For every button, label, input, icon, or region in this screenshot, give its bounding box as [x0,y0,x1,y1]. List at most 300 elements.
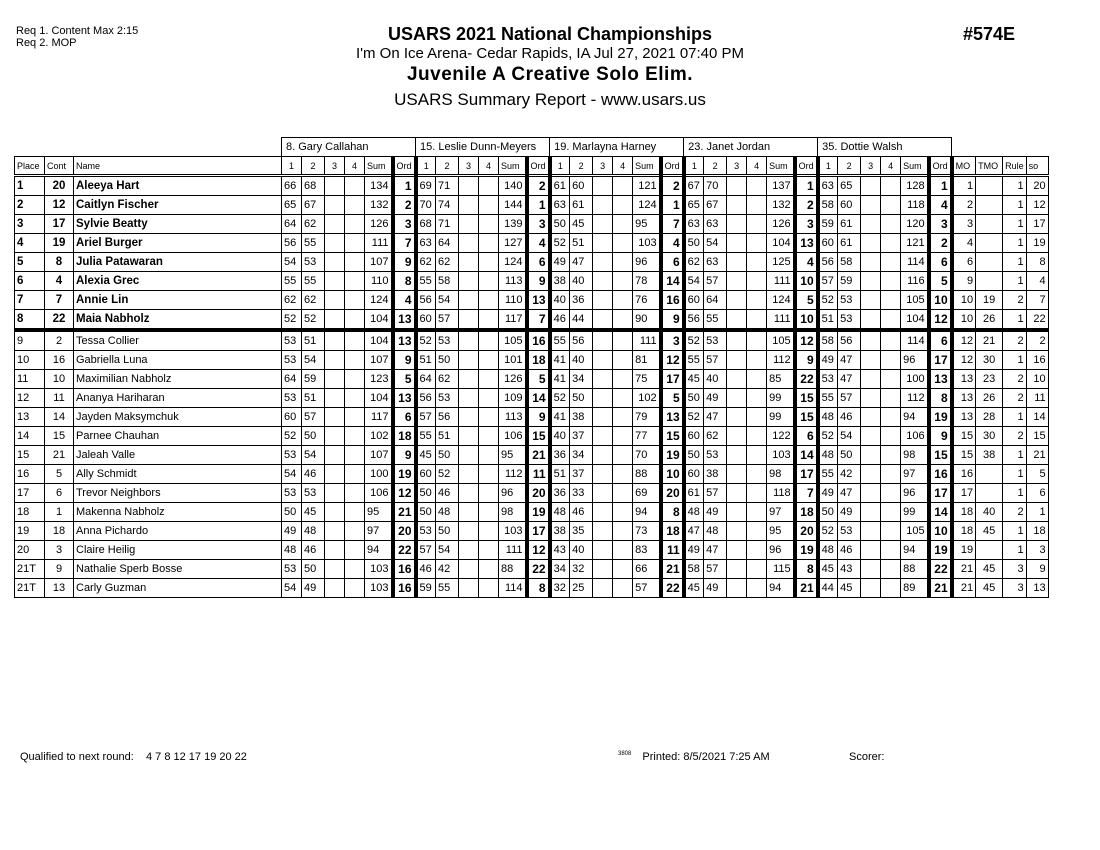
name-cell: Caitlyn Fischer [74,196,282,215]
cont-cell: 12 [45,196,74,215]
sum-cell: 94 [365,541,393,560]
score-3-cell [593,176,613,196]
score-4-cell [345,408,365,427]
score-1-cell: 63 [416,234,436,253]
ord-cell: 13 [527,291,550,310]
so-cell: 10 [1026,370,1048,389]
col-judge-2: 2 [838,157,861,176]
score-1-cell: 50 [818,503,838,522]
score-2-cell: 48 [302,522,325,541]
score-2-cell: 43 [838,560,861,579]
name-cell: Claire Heilig [74,541,282,560]
col-judge-ord: Ord [661,157,684,176]
ord-cell: 5 [527,370,550,389]
rule-cell: 1 [1003,234,1027,253]
score-2-cell: 50 [436,446,459,465]
score-2-cell: 50 [436,522,459,541]
ord-cell: 11 [661,541,684,560]
mo-cell: 17 [952,484,976,503]
score-2-cell: 45 [302,503,325,522]
sum-cell: 103 [633,234,661,253]
score-3-cell [325,503,345,522]
ord-cell: 16 [393,579,416,598]
score-4-cell [881,196,901,215]
score-1-cell: 41 [550,370,570,389]
score-2-cell: 55 [302,272,325,291]
score-4-cell [479,541,499,560]
ord-cell: 2 [795,196,818,215]
score-3-cell [325,253,345,272]
name-cell: Anna Pichardo [74,522,282,541]
score-1-cell: 49 [550,253,570,272]
score-4-cell [479,522,499,541]
sum-cell: 100 [901,370,929,389]
score-1-cell: 36 [550,484,570,503]
score-2-cell: 47 [570,253,593,272]
score-3-cell [727,560,747,579]
score-2-cell: 49 [302,579,325,598]
score-3-cell [727,446,747,465]
ord-cell: 3 [393,215,416,234]
ord-cell: 22 [795,370,818,389]
rule-cell: 1 [1003,446,1027,465]
tmo-cell [976,272,1003,291]
score-3-cell [727,427,747,446]
score-1-cell: 49 [684,541,704,560]
place-cell: 17 [15,484,45,503]
table-row [15,330,1049,351]
sum-cell: 96 [499,484,527,503]
col-judge-ord: Ord [393,157,416,176]
score-1-cell: 50 [416,503,436,522]
ord-cell: 22 [527,560,550,579]
score-4-cell [747,196,767,215]
judge-name: 35. Dottie Walsh [818,138,952,157]
score-3-cell [593,427,613,446]
place-cell: 7 [15,291,45,310]
score-1-cell: 62 [684,253,704,272]
score-2-cell: 60 [570,176,593,196]
sum-cell: 111 [767,310,795,331]
sum-cell: 96 [901,351,929,370]
cont-cell: 11 [45,389,74,408]
score-4-cell [613,351,633,370]
rule-cell: 3 [1003,560,1027,579]
score-2-cell: 46 [436,484,459,503]
sum-cell: 96 [633,253,661,272]
sum-cell: 126 [767,215,795,234]
ord-cell: 7 [795,484,818,503]
sum-cell: 111 [767,272,795,291]
score-1-cell: 57 [416,541,436,560]
score-4-cell [613,291,633,310]
sum-cell: 89 [901,579,929,598]
score-3-cell [727,541,747,560]
score-4-cell [881,484,901,503]
rule-cell: 2 [1003,330,1027,351]
score-3-cell [459,253,479,272]
cont-cell: 20 [45,176,74,196]
score-2-cell: 57 [838,389,861,408]
so-cell: 17 [1026,215,1048,234]
score-3-cell [593,330,613,351]
ord-cell: 4 [661,234,684,253]
score-3-cell [861,196,881,215]
ord-cell: 8 [661,503,684,522]
sum-cell: 105 [499,330,527,351]
score-4-cell [747,408,767,427]
name-cell: Aleeya Hart [74,176,282,196]
tmo-cell: 45 [976,579,1003,598]
ord-cell: 1 [527,196,550,215]
score-4-cell [747,446,767,465]
score-2-cell: 53 [302,484,325,503]
ord-cell: 9 [393,253,416,272]
sum-cell: 106 [499,427,527,446]
ord-cell: 12 [929,310,952,331]
score-4-cell [747,272,767,291]
score-3-cell [593,503,613,522]
score-4-cell [747,389,767,408]
score-3-cell [459,446,479,465]
score-3-cell [459,234,479,253]
sum-cell: 115 [767,560,795,579]
score-2-cell: 53 [436,330,459,351]
score-3-cell [459,291,479,310]
ord-cell: 17 [661,370,684,389]
score-3-cell [459,484,479,503]
sum-cell: 111 [499,541,527,560]
name-cell: Makenna Nabholz [74,503,282,522]
ord-cell: 9 [393,446,416,465]
score-4-cell [747,579,767,598]
score-4-cell [747,503,767,522]
sum-cell: 114 [901,330,929,351]
name-cell: Jaleah Valle [74,446,282,465]
rule-cell: 1 [1003,310,1027,331]
score-4-cell [613,234,633,253]
score-4-cell [881,234,901,253]
score-3-cell [459,215,479,234]
score-4-cell [747,541,767,560]
place-cell: 1 [15,176,45,196]
score-2-cell: 49 [704,389,727,408]
score-1-cell: 60 [684,291,704,310]
sum-cell: 78 [633,272,661,291]
score-4-cell [479,310,499,331]
rule-cell: 2 [1003,370,1027,389]
score-1-cell: 49 [818,351,838,370]
score-4-cell [881,291,901,310]
score-2-cell: 44 [570,310,593,331]
sum-cell: 118 [901,196,929,215]
ord-cell: 20 [393,522,416,541]
table-row [15,503,1049,522]
cont-cell: 15 [45,427,74,446]
judge-name: 8. Gary Callahan [282,138,416,157]
col-judge-sum: Sum [767,157,795,176]
score-4-cell [345,330,365,351]
sum-cell: 103 [365,560,393,579]
scorer-label: Scorer: [849,751,885,763]
score-4-cell [613,446,633,465]
score-2-cell: 50 [302,427,325,446]
score-2-cell: 54 [436,541,459,560]
score-4-cell [613,408,633,427]
name-cell: Julia Patawaran [74,253,282,272]
ord-cell: 4 [929,196,952,215]
cont-cell: 9 [45,560,74,579]
ord-cell: 9 [527,272,550,291]
score-1-cell: 57 [416,408,436,427]
col-judge-3: 3 [325,157,345,176]
score-4-cell [881,541,901,560]
score-2-cell: 56 [436,408,459,427]
name-cell: Trevor Neighbors [74,484,282,503]
tmo-cell: 38 [976,446,1003,465]
score-2-cell: 42 [838,465,861,484]
sum-cell: 111 [633,330,661,351]
score-3-cell [861,234,881,253]
score-1-cell: 61 [684,484,704,503]
score-2-cell: 50 [838,446,861,465]
name-cell: Ananya Hariharan [74,389,282,408]
score-1-cell: 53 [282,484,302,503]
score-4-cell [613,310,633,331]
col-judge-2: 2 [436,157,459,176]
mo-cell: 1 [952,176,976,196]
score-2-cell: 55 [704,310,727,331]
score-1-cell: 53 [282,351,302,370]
score-4-cell [881,427,901,446]
score-1-cell: 56 [416,291,436,310]
col-judge-1: 1 [282,157,302,176]
score-4-cell [881,465,901,484]
score-4-cell [345,370,365,389]
tmo-cell: 30 [976,351,1003,370]
score-4-cell [345,196,365,215]
so-cell: 22 [1026,310,1048,331]
place-cell: 13 [15,408,45,427]
cont-cell: 22 [45,310,74,331]
score-2-cell: 40 [570,351,593,370]
score-4-cell [747,560,767,579]
ord-cell: 5 [661,389,684,408]
score-4-cell [613,579,633,598]
venue-date: I'm On Ice Arena- Cedar Rapids, IA Jul 27, 2021 07:40 PM [355,45,745,62]
score-2-cell: 61 [838,234,861,253]
score-2-cell: 34 [570,446,593,465]
score-1-cell: 50 [550,215,570,234]
score-1-cell: 44 [818,579,838,598]
ord-cell: 19 [527,503,550,522]
event-number: #574E [963,24,1016,44]
score-1-cell: 52 [818,427,838,446]
ord-cell: 15 [527,427,550,446]
score-3-cell [325,351,345,370]
name-cell: Jayden Maksymchuk [74,408,282,427]
score-2-cell: 57 [704,351,727,370]
sum-cell: 121 [633,176,661,196]
ord-cell: 22 [393,541,416,560]
ord-cell: 9 [661,310,684,331]
ord-cell: 19 [661,446,684,465]
score-4-cell [345,176,365,196]
score-4-cell [345,310,365,331]
score-3-cell [861,389,881,408]
score-1-cell: 56 [684,310,704,331]
score-3-cell [325,484,345,503]
sum-cell: 75 [633,370,661,389]
score-2-cell: 48 [436,503,459,522]
sum-cell: 95 [365,503,393,522]
score-3-cell [861,176,881,196]
score-2-cell: 51 [570,234,593,253]
score-2-cell: 57 [704,560,727,579]
ord-cell: 14 [929,503,952,522]
sum-cell: 106 [365,484,393,503]
score-4-cell [345,503,365,522]
ord-cell: 6 [929,253,952,272]
ord-cell: 10 [795,310,818,331]
sum-cell: 121 [901,234,929,253]
ord-cell: 6 [929,330,952,351]
score-1-cell: 46 [416,560,436,579]
score-3-cell [727,253,747,272]
score-1-cell: 51 [550,465,570,484]
tmo-cell [976,215,1003,234]
ord-cell: 12 [795,330,818,351]
ord-cell: 10 [795,272,818,291]
table-row [15,370,1049,389]
ord-cell: 7 [393,234,416,253]
col-place: Place [15,157,45,176]
ord-cell: 21 [795,579,818,598]
score-4-cell [479,330,499,351]
score-1-cell: 53 [282,560,302,579]
score-2-cell: 46 [838,541,861,560]
sum-cell: 137 [767,176,795,196]
col-judge-1: 1 [684,157,704,176]
score-4-cell [479,389,499,408]
ord-cell: 9 [929,427,952,446]
score-3-cell [325,389,345,408]
so-cell: 11 [1026,389,1048,408]
blank-cell [15,138,282,157]
score-1-cell: 68 [416,215,436,234]
score-2-cell: 57 [302,408,325,427]
col-cont: Cont [45,157,74,176]
score-1-cell: 55 [684,351,704,370]
score-3-cell [861,351,881,370]
score-1-cell: 40 [550,291,570,310]
score-1-cell: 45 [818,560,838,579]
score-1-cell: 64 [282,215,302,234]
score-3-cell [727,465,747,484]
ord-cell: 4 [795,253,818,272]
score-1-cell: 52 [684,330,704,351]
score-1-cell: 65 [684,196,704,215]
ord-cell: 22 [929,560,952,579]
sum-cell: 123 [365,370,393,389]
score-1-cell: 48 [818,541,838,560]
score-4-cell [479,196,499,215]
score-3-cell [593,446,613,465]
name-cell: Ally Schmidt [74,465,282,484]
score-3-cell [459,541,479,560]
score-4-cell [613,196,633,215]
score-4-cell [881,176,901,196]
ord-cell: 7 [527,310,550,331]
so-cell: 20 [1026,176,1048,196]
score-3-cell [861,522,881,541]
mo-cell: 19 [952,541,976,560]
ord-cell: 3 [929,215,952,234]
score-4-cell [479,503,499,522]
score-1-cell: 57 [818,272,838,291]
table-row [15,176,1049,196]
mo-cell: 12 [952,351,976,370]
name-cell: Maximilian Nabholz [74,370,282,389]
col-judge-sum: Sum [901,157,929,176]
score-2-cell: 55 [302,234,325,253]
sum-cell: 112 [499,465,527,484]
score-1-cell: 48 [818,408,838,427]
rule-cell: 1 [1003,253,1027,272]
ord-cell: 1 [929,176,952,196]
tmo-cell [976,484,1003,503]
ord-cell: 17 [929,351,952,370]
score-3-cell [727,330,747,351]
rule-cell: 2 [1003,389,1027,408]
table-row [15,522,1049,541]
col-judge-ord: Ord [795,157,818,176]
score-1-cell: 60 [684,465,704,484]
sum-cell: 99 [767,389,795,408]
ord-cell: 13 [661,408,684,427]
score-3-cell [459,522,479,541]
score-1-cell: 55 [550,330,570,351]
ord-cell: 13 [929,370,952,389]
requirement-2: Req 2. MOP [16,37,77,49]
score-1-cell: 55 [282,272,302,291]
score-1-cell: 50 [684,389,704,408]
score-3-cell [727,484,747,503]
score-2-cell: 62 [302,291,325,310]
sum-cell: 81 [633,351,661,370]
sum-cell: 124 [767,291,795,310]
score-2-cell: 49 [838,503,861,522]
score-1-cell: 40 [550,427,570,446]
tmo-cell [976,541,1003,560]
score-2-cell: 33 [570,484,593,503]
score-4-cell [345,291,365,310]
score-4-cell [881,560,901,579]
score-3-cell [861,541,881,560]
ord-cell: 9 [527,408,550,427]
col-judge-4: 4 [479,157,499,176]
score-4-cell [881,522,901,541]
score-4-cell [747,351,767,370]
place-cell: 16 [15,465,45,484]
ord-cell: 18 [527,351,550,370]
score-3-cell [861,310,881,331]
score-1-cell: 43 [550,541,570,560]
tmo-cell: 26 [976,310,1003,331]
sum-cell: 97 [365,522,393,541]
score-3-cell [325,272,345,291]
cont-cell: 2 [45,330,74,351]
